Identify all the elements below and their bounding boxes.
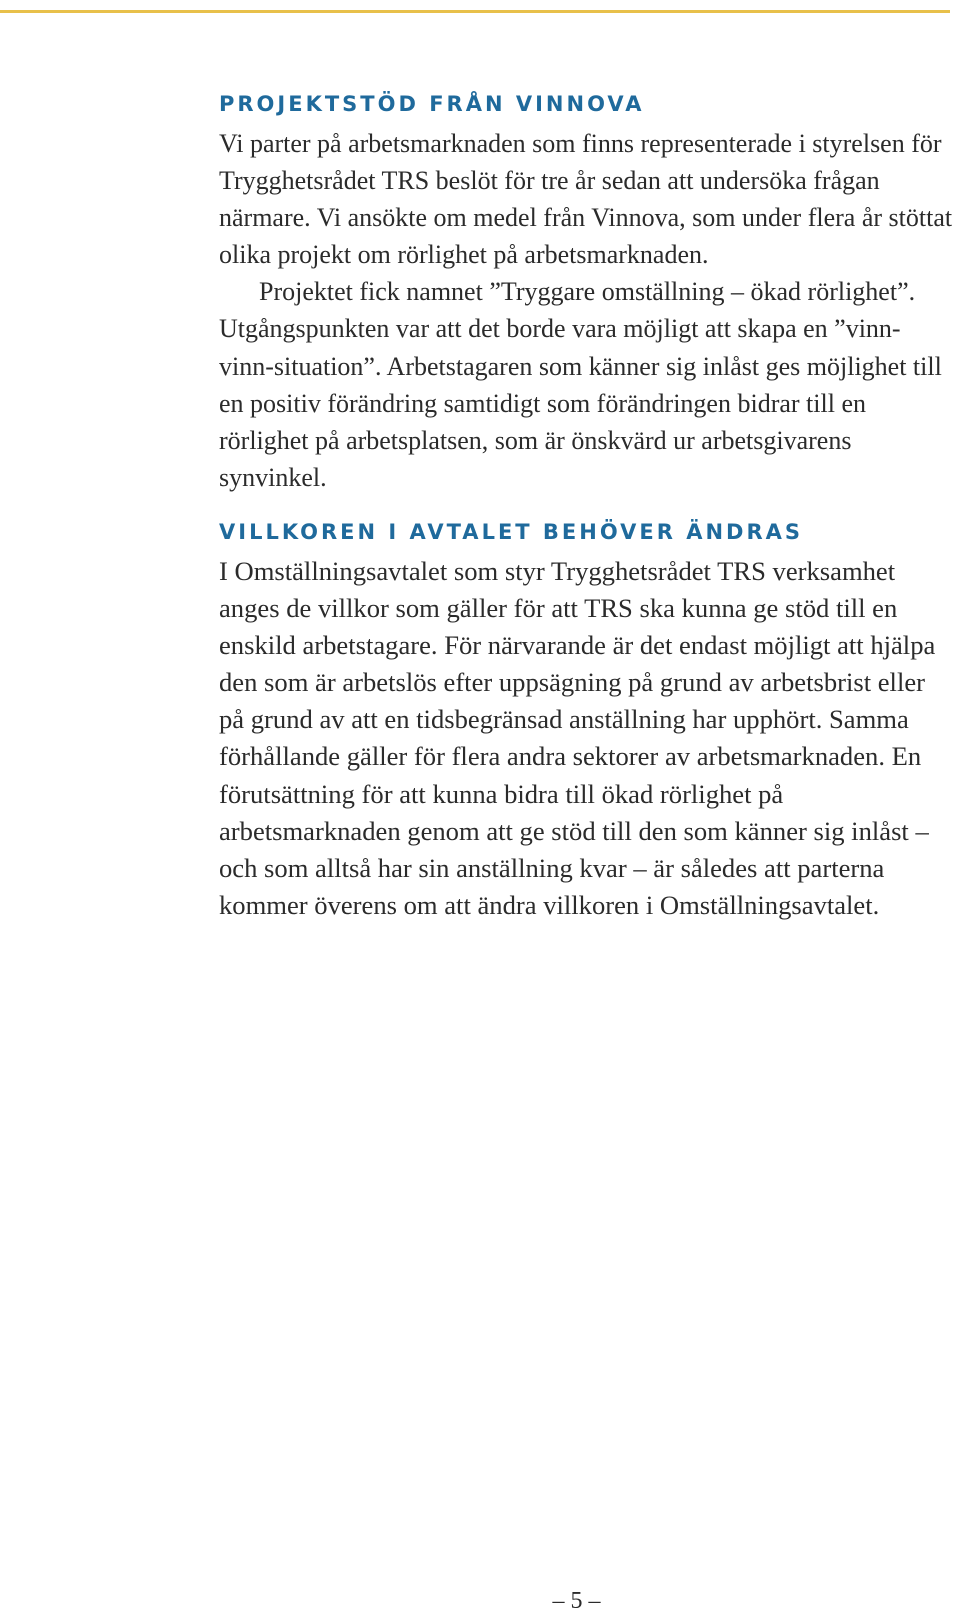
document-body [219, 80, 954, 924]
paragraph: Projektet fick namnet ”Tryggare omställning – ökad rörlighet”. Utgångspunkten var att det borde vara möjligt att skapa en ”vinn-vinn-situation”. Arbetstagaren som känner sig inlåst ges möjlighet till en positiv förändring samtidigt som förändringen bidrar till en rörlighet på arbetsplatsen, som är önskvärd ur arbetsgivarens synvinkel. [219, 277, 942, 492]
top-accent-rule [0, 10, 950, 13]
section-heading: VILLKOREN I AVTALET BEHÖVER ÄNDRAS [219, 519, 804, 544]
section-projektstod [219, 87, 954, 496]
page-number: – 5 – [552, 1588, 601, 1614]
paragraph: Vi parter på arbetsmarknaden som finns representerade i styrelsen för Trygghetsrådet TRS beslöt för tre år sedan att undersöka frågan närmare. Vi ansökte om medel från Vinnova, som under flera år stöttat olika projekt om rörlighet på arbetsmarknaden. [219, 129, 953, 270]
paragraph: I Omställningsavtalet som styr Trygghetsrådet TRS verksamhet anges de villkor som gäller för att TRS ska kunna ge stöd till en enskild arbetstagare. För närvarande är det endast möjligt att hjälpa den som är arbetslös efter uppsägning på grund av arbetsbrist eller på grund av att en tidsbegränsad anställning har upphört. Samma förhållande gäller för flera andra sektorer av arbetsmarknaden. En förutsättning för att kunna bidra till ökad rörlighet på arbetsmarknaden genom att ge stöd till den som känner sig inlåst – och som alltså har sin anställning kvar – är således att parterna kommer överens om att ändra villkoren i Omställningsavtalet. [219, 555, 936, 920]
section-villkoren [219, 515, 954, 924]
section-heading: PROJEKTSTÖD FRÅN VINNOVA [219, 92, 645, 116]
